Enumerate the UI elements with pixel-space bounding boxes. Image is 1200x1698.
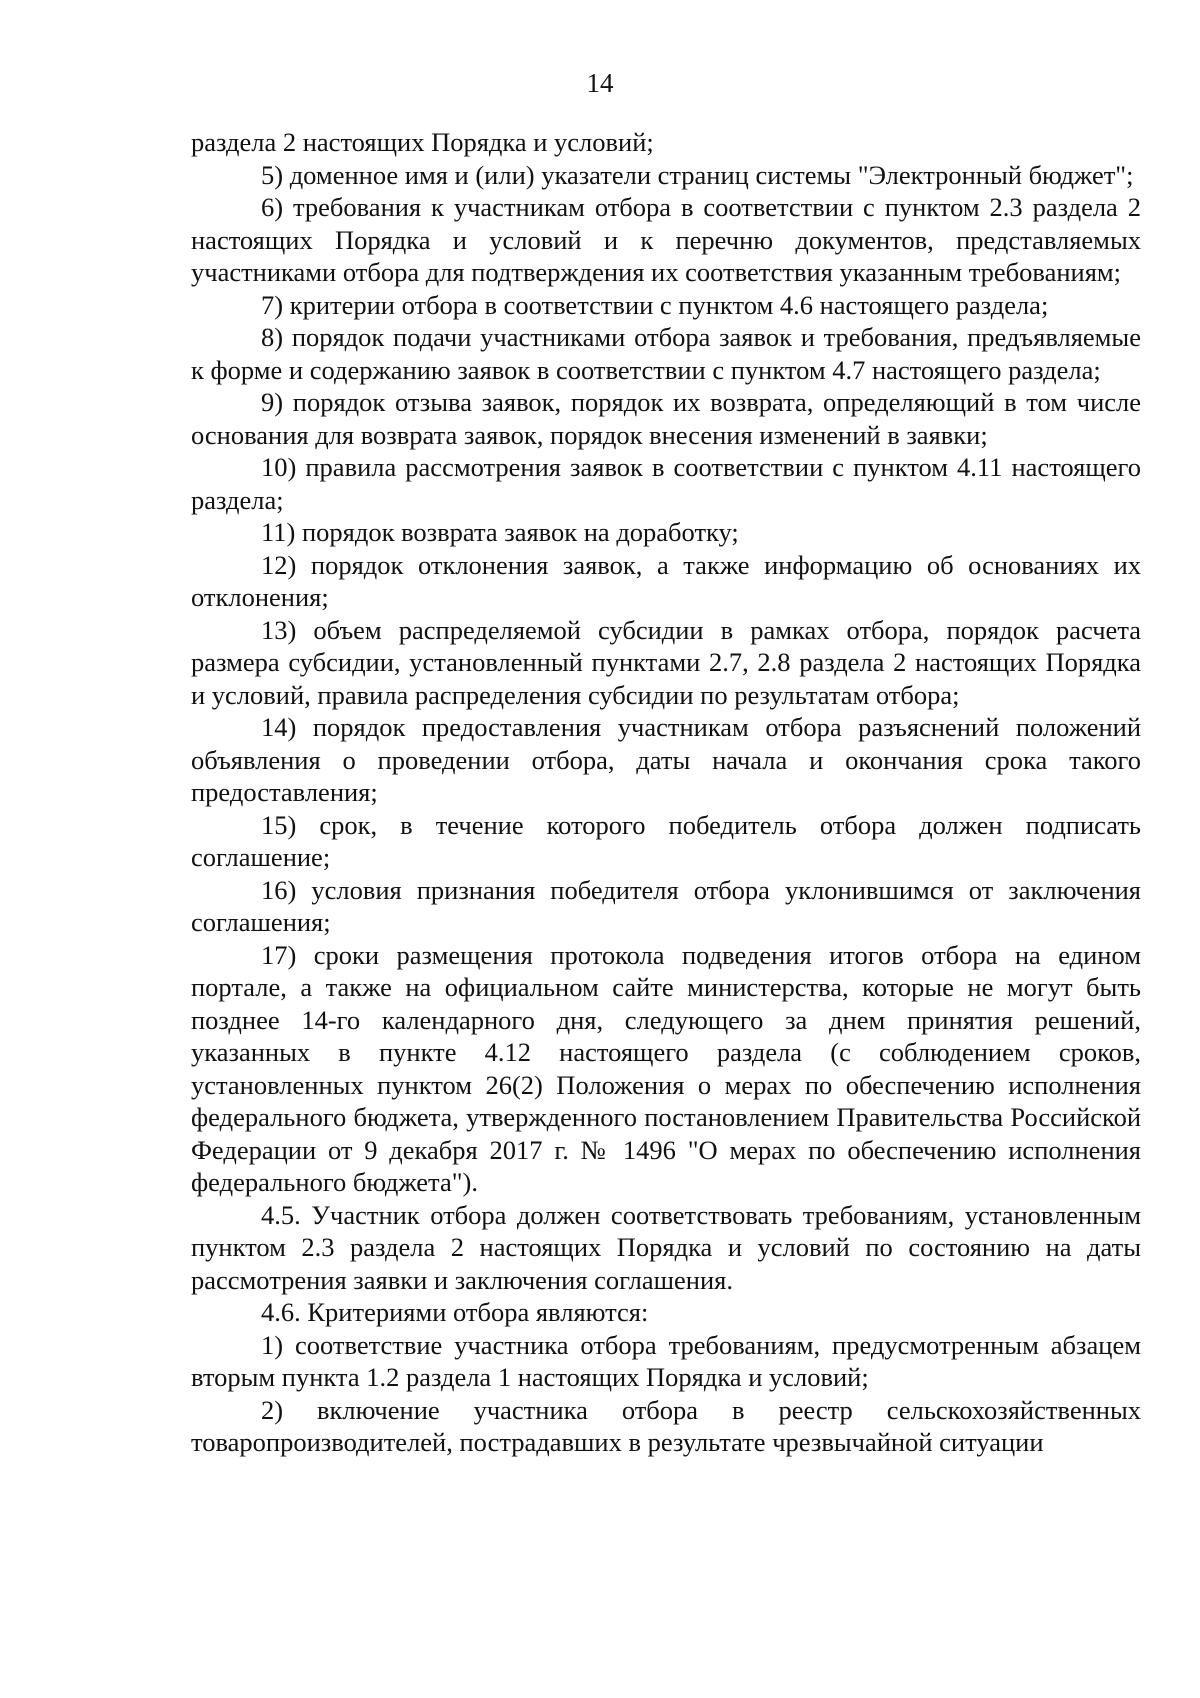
paragraph-item-16: 16) условия признания победителя отбора уклонившимся от заключения соглашения; xyxy=(191,874,1141,937)
paragraph-item-10: 10) правила рассмотрения заявок в соответствии с пунктом 4.11 настоящего раздела; xyxy=(191,452,1141,515)
paragraph-item-8: 8) порядок подачи участниками отбора заявок и требования, предъявляемые к форме и содержанию заявок в соответствии с пунктом 4.7 настоящего раздела; xyxy=(191,322,1141,385)
paragraph-continuation: раздела 2 настоящих Порядка и условий; xyxy=(191,127,654,157)
paragraph-item-9: 9) порядок отзыва заявок, порядок их возврата, определяющий в том числе основания для возврата заявок, порядок внесения изменений в заявки; xyxy=(191,387,1141,450)
document-body xyxy=(191,126,1141,1459)
paragraph-item-11: 11) порядок возврата заявок на доработку; xyxy=(261,517,739,547)
paragraph-item-12: 12) порядок отклонения заявок, а также информацию об основаниях их отклонения; xyxy=(191,549,1141,612)
paragraph-item-15: 15) срок, в течение которого победитель отбора должен подписать соглашение; xyxy=(191,809,1141,872)
paragraph-item-6: 6) требования к участникам отбора в соответствии с пунктом 2.3 раздела 2 настоящих Порядка и условий и к перечню документов, представляемых участниками отбора для подтверждения их соответствия указанным требованиям; xyxy=(191,192,1141,287)
paragraph-item-14: 14) порядок предоставления участникам отбора разъяснений положений объявления о проведении отбора, даты начала и окончания срока такого предоставления; xyxy=(191,712,1141,807)
paragraph-section-4-5: 4.5. Участник отбора должен соответствовать требованиям, установленным пунктом 2.3 раздела 2 настоящих Порядка и условий по состоянию на даты рассмотрения заявки и заключения соглашения. xyxy=(191,1199,1141,1295)
paragraph-item-17: 17) сроки размещения протокола подведения итогов отбора на едином портале, а также на официальном сайте министерства, которые не могут быть позднее 14-го календарного дня, следующего за днем принятия решений, указанных в пункте 4.12 настоящего раздела (с соблюдением сроков, установленных пунктом 26(2) Положения о мерах по обеспечению исполнения федерального бюджета, утвержденного постановлением Правительства Российской Федерации от 9 декабря 2017 г. № 1496 "О мерах по обеспечению исполнения федерального бюджета"). xyxy=(191,939,1141,1197)
paragraph-section-4-6: 4.6. Критериями отбора являются: xyxy=(261,1297,649,1327)
paragraph-criterion-2: 2) включение участника отбора в реестр сельскохозяйственных товаропроизводителей, пострадавших в результате чрезвычайной ситуации xyxy=(191,1394,1141,1457)
page-number: 14 xyxy=(586,68,614,98)
paragraph-item-5: 5) доменное имя и (или) указатели страниц системы "Электронный бюджет"; xyxy=(261,159,1134,190)
paragraph-criterion-1: 1) соответствие участника отбора требованиям, предусмотренным абзацем вторым пункта 1.2 раздела 1 настоящих Порядка и условий; xyxy=(191,1329,1141,1392)
paragraph-item-7: 7) критерии отбора в соответствии с пунктом 4.6 настоящего раздела; xyxy=(261,289,1049,320)
paragraph-item-13: 13) объем распределяемой субсидии в рамках отбора, порядок расчета размера субсидии, установленный пунктами 2.7, 2.8 раздела 2 настоящих Порядка и условий, правила распределения субсидии по результатам отбора; xyxy=(191,614,1141,710)
